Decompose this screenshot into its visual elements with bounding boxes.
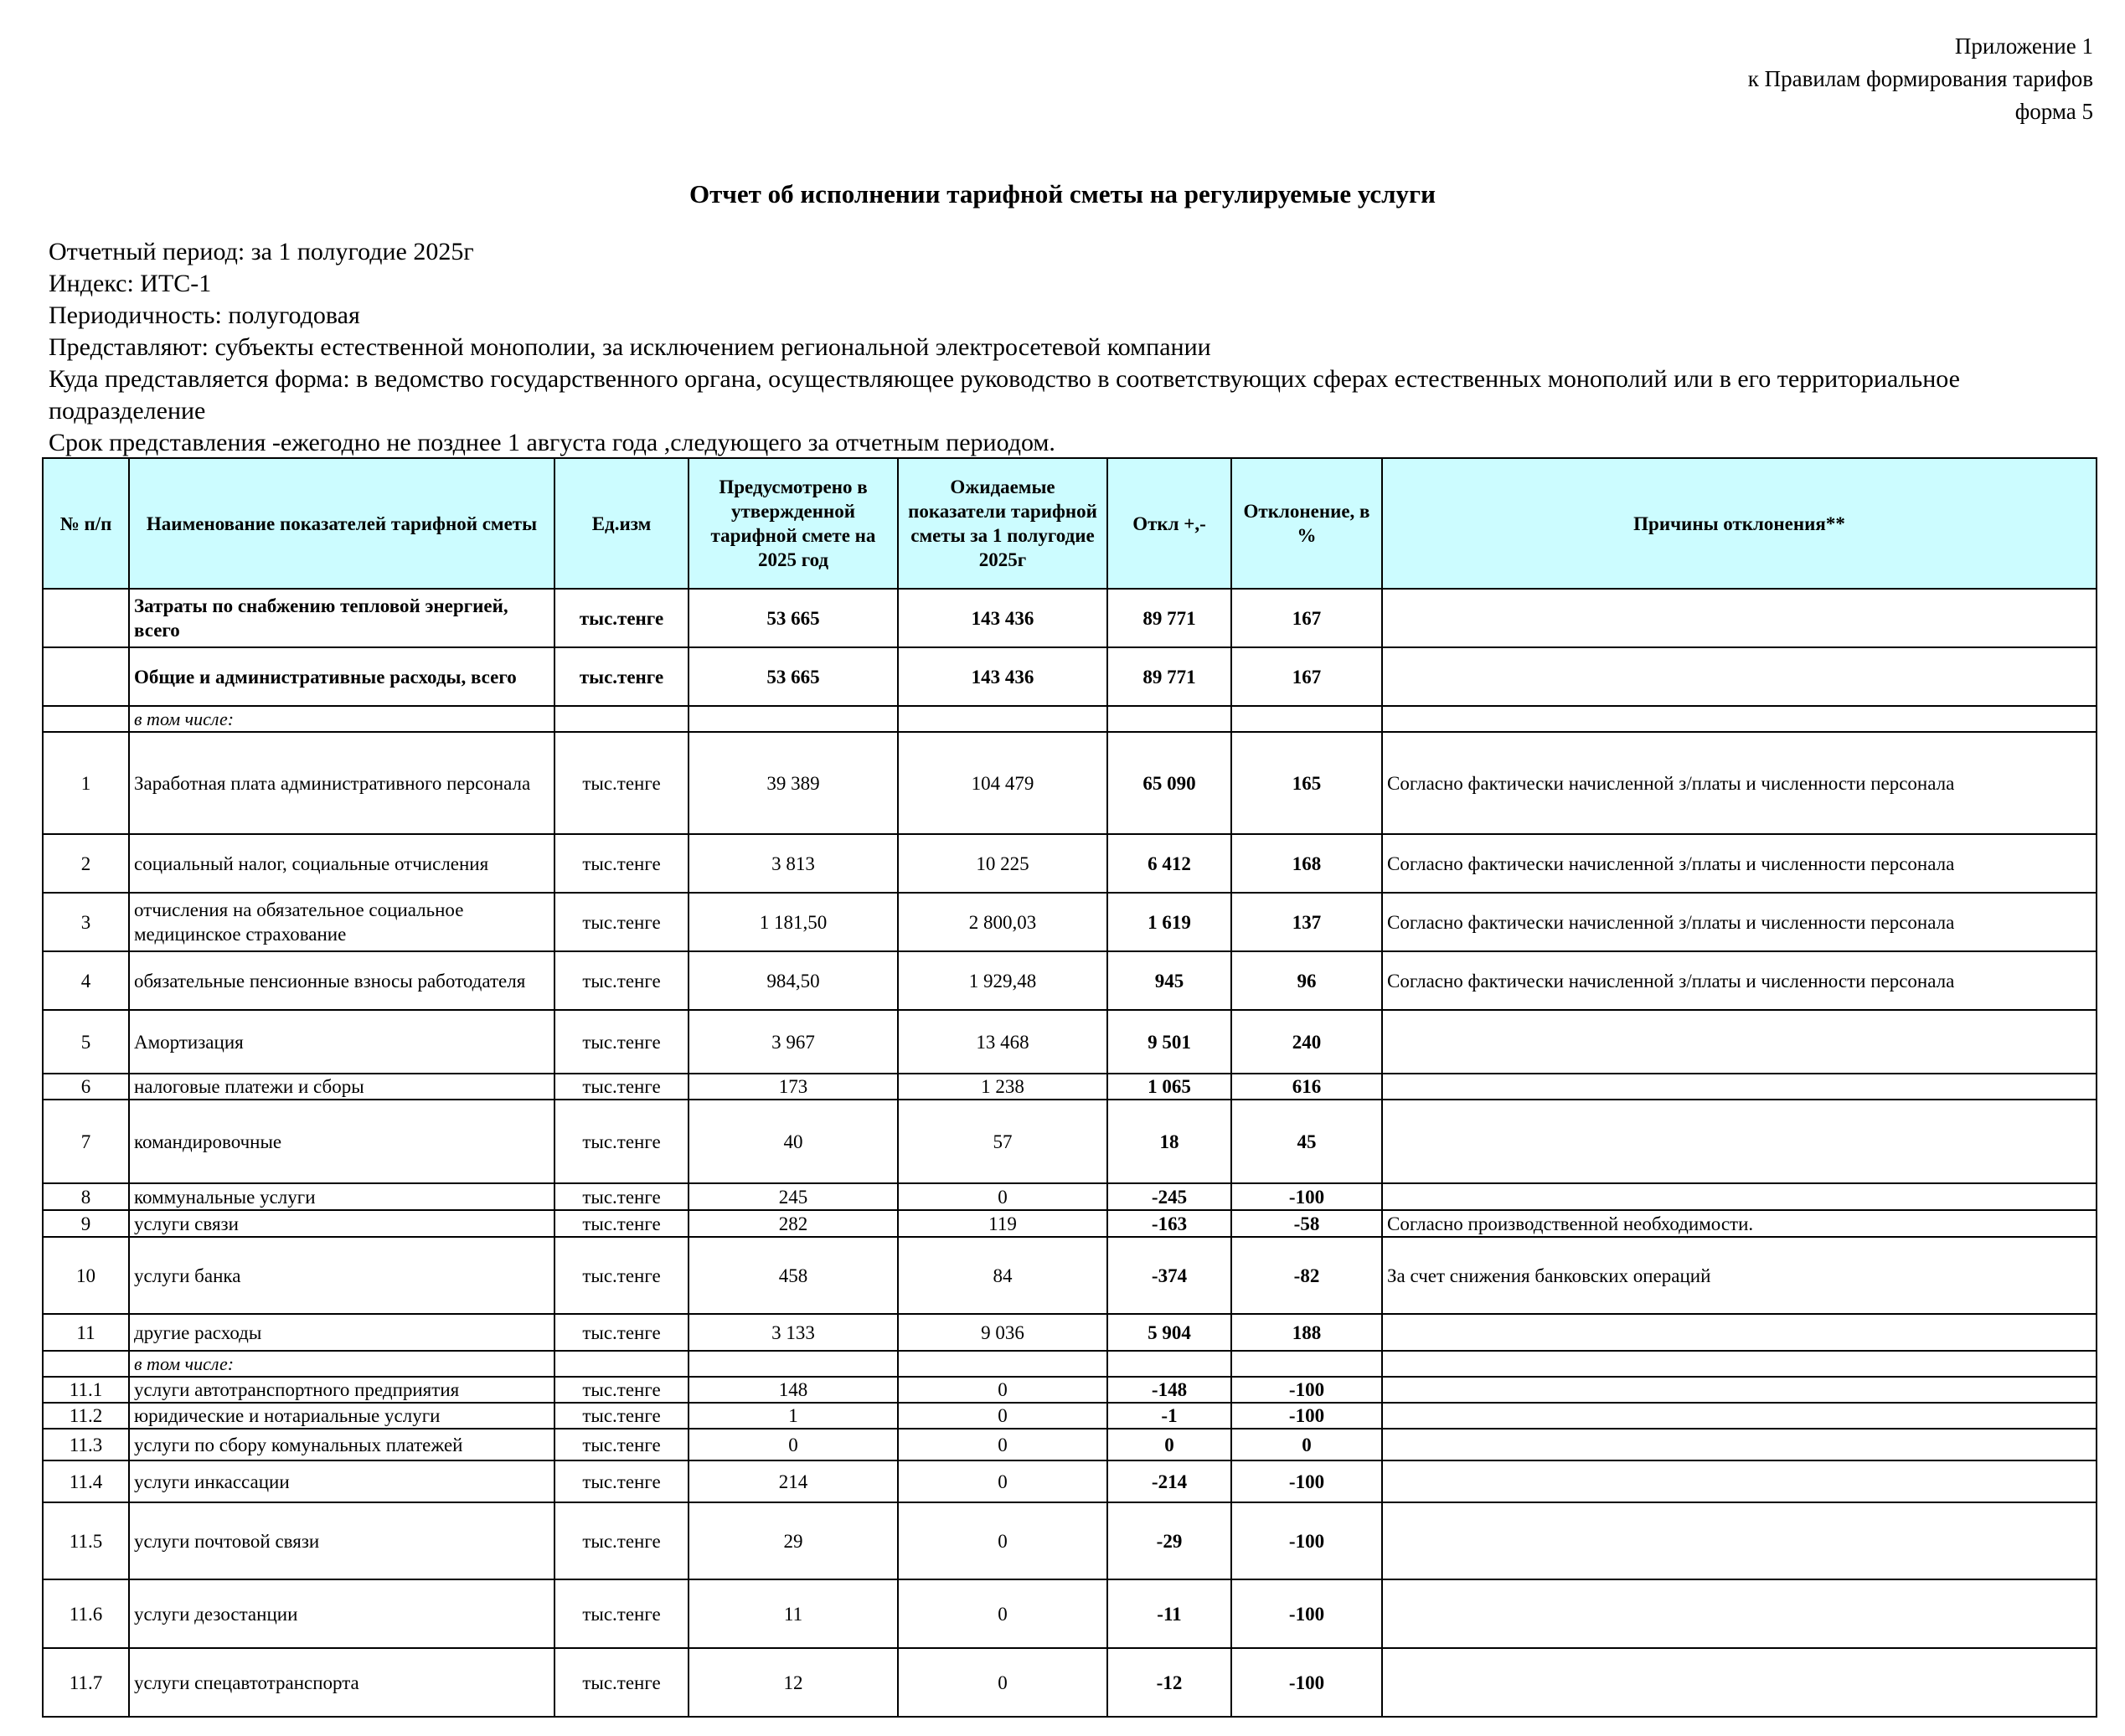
cell-plan: 11	[689, 1579, 898, 1648]
cell-deviation-percent: -100	[1231, 1183, 1382, 1210]
cell-reason	[1382, 1502, 2097, 1579]
cell-deviation-percent: -100	[1231, 1648, 1382, 1717]
cell-plan: 1 181,50	[689, 893, 898, 951]
cell-reason	[1382, 706, 2097, 732]
cell-deviation-percent: 137	[1231, 893, 1382, 951]
cell-unit: тыс.тенге	[554, 732, 689, 834]
cell-num	[43, 706, 129, 732]
cell-name: другие расходы	[129, 1314, 554, 1351]
cell-deviation: 9 501	[1107, 1010, 1231, 1074]
cell-deviation-percent: -58	[1231, 1210, 1382, 1237]
cell-unit: тыс.тенге	[554, 893, 689, 951]
cell-plan: 984,50	[689, 951, 898, 1010]
cell-reason	[1382, 1010, 2097, 1074]
cell-unit: тыс.тенге	[554, 834, 689, 893]
cell-num: 6	[43, 1074, 129, 1100]
cell-unit: тыс.тенге	[554, 589, 689, 647]
table-body	[43, 589, 2097, 1717]
cell-deviation: -11	[1107, 1579, 1231, 1648]
cell-name: в том числе:	[129, 1351, 554, 1377]
cell-actual: 0	[898, 1648, 1107, 1717]
cell-actual: 0	[898, 1579, 1107, 1648]
cell-num	[43, 647, 129, 706]
cell-actual	[898, 706, 1107, 732]
table-row	[43, 1502, 2097, 1579]
cell-plan: 12	[689, 1648, 898, 1717]
cell-deviation: 0	[1107, 1429, 1231, 1460]
cell-plan: 39 389	[689, 732, 898, 834]
cell-reason	[1382, 1429, 2097, 1460]
cell-deviation: -29	[1107, 1502, 1231, 1579]
cell-num: 11	[43, 1314, 129, 1351]
cell-actual: 10 225	[898, 834, 1107, 893]
meta-deadline: Срок представления -ежегодно не позднее 1 августа года ,следующего за отчетным периодом.	[49, 429, 1055, 456]
table-row	[43, 1210, 2097, 1237]
cell-name: услуги связи	[129, 1210, 554, 1237]
cell-num: 7	[43, 1100, 129, 1183]
cell-reason	[1382, 1460, 2097, 1502]
tariff-report-table	[42, 457, 2097, 1718]
cell-reason	[1382, 1351, 2097, 1377]
cell-actual: 0	[898, 1502, 1107, 1579]
cell-plan: 3 133	[689, 1314, 898, 1351]
cell-name: Общие и административные расходы, всего	[129, 647, 554, 706]
cell-deviation	[1107, 706, 1231, 732]
cell-name: юридические и нотариальные услуги	[129, 1403, 554, 1429]
cell-name: командировочные	[129, 1100, 554, 1183]
cell-deviation: 6 412	[1107, 834, 1231, 893]
cell-num: 11.7	[43, 1648, 129, 1717]
cell-unit: тыс.тенге	[554, 1100, 689, 1183]
table-row	[43, 1403, 2097, 1429]
cell-deviation-percent: 188	[1231, 1314, 1382, 1351]
cell-name: в том числе:	[129, 706, 554, 732]
cell-reason: Согласно фактически начисленной з/платы и численности персонала	[1382, 951, 2097, 1010]
header-deviation: Откл +,-	[1107, 458, 1231, 589]
table-row	[43, 1074, 2097, 1100]
cell-reason	[1382, 1183, 2097, 1210]
cell-deviation: -214	[1107, 1460, 1231, 1502]
table-row	[43, 1351, 2097, 1377]
cell-deviation: 945	[1107, 951, 1231, 1010]
cell-name: услуги дезостанции	[129, 1579, 554, 1648]
cell-plan: 1	[689, 1403, 898, 1429]
table-row	[43, 732, 2097, 834]
table-row	[43, 1579, 2097, 1648]
cell-num: 11.5	[43, 1502, 129, 1579]
cell-plan: 148	[689, 1377, 898, 1403]
cell-reason	[1382, 589, 2097, 647]
cell-plan: 214	[689, 1460, 898, 1502]
table-row	[43, 1648, 2097, 1717]
cell-deviation-percent: -100	[1231, 1460, 1382, 1502]
cell-plan: 53 665	[689, 647, 898, 706]
cell-reason	[1382, 1074, 2097, 1100]
cell-plan: 3 813	[689, 834, 898, 893]
cell-name: услуги по сбору комунальных платежей	[129, 1429, 554, 1460]
cell-reason	[1382, 1403, 2097, 1429]
cell-unit: тыс.тенге	[554, 1460, 689, 1502]
cell-actual: 0	[898, 1377, 1107, 1403]
form-number: форма 5	[2014, 99, 2093, 124]
header-unit: Ед.изм	[554, 458, 689, 589]
cell-plan: 245	[689, 1183, 898, 1210]
table-row	[43, 1183, 2097, 1210]
table-row	[43, 1314, 2097, 1351]
cell-deviation: -1	[1107, 1403, 1231, 1429]
cell-reason	[1382, 1579, 2097, 1648]
appendix-line: Приложение 1	[1954, 33, 2093, 59]
cell-plan	[689, 1351, 898, 1377]
cell-reason	[1382, 1648, 2097, 1717]
cell-deviation-percent: 168	[1231, 834, 1382, 893]
cell-plan: 53 665	[689, 589, 898, 647]
cell-unit: тыс.тенге	[554, 1579, 689, 1648]
cell-reason: Согласно производственной необходимости.	[1382, 1210, 2097, 1237]
cell-name: услуги банка	[129, 1237, 554, 1314]
cell-reason	[1382, 1377, 2097, 1403]
table-row	[43, 951, 2097, 1010]
cell-actual: 0	[898, 1429, 1107, 1460]
cell-deviation: 89 771	[1107, 589, 1231, 647]
cell-reason	[1382, 1100, 2097, 1183]
table-row	[43, 1460, 2097, 1502]
cell-unit: тыс.тенге	[554, 1502, 689, 1579]
cell-num: 8	[43, 1183, 129, 1210]
cell-name: обязательные пенсионные взносы работодателя	[129, 951, 554, 1010]
cell-num	[43, 589, 129, 647]
cell-num: 3	[43, 893, 129, 951]
cell-reason: За счет снижения банковских операций	[1382, 1237, 2097, 1314]
cell-deviation-percent: 0	[1231, 1429, 1382, 1460]
cell-num: 2	[43, 834, 129, 893]
table-row	[43, 647, 2097, 706]
cell-deviation-percent: 240	[1231, 1010, 1382, 1074]
table-row	[43, 1100, 2097, 1183]
cell-actual: 2 800,03	[898, 893, 1107, 951]
cell-name: отчисления на обязательное социальное медицинское страхование	[129, 893, 554, 951]
cell-deviation: 18	[1107, 1100, 1231, 1183]
cell-name: Амортизация	[129, 1010, 554, 1074]
cell-plan: 173	[689, 1074, 898, 1100]
cell-name: услуги инкассации	[129, 1460, 554, 1502]
cell-deviation-percent: 616	[1231, 1074, 1382, 1100]
cell-unit: тыс.тенге	[554, 1377, 689, 1403]
cell-actual: 9 036	[898, 1314, 1107, 1351]
cell-deviation: 5 904	[1107, 1314, 1231, 1351]
header-name: Наименование показателей тарифной сметы	[129, 458, 554, 589]
cell-reason: Согласно фактически начисленной з/платы и численности персонала	[1382, 893, 2097, 951]
header-num: № п/п	[43, 458, 129, 589]
cell-deviation: -163	[1107, 1210, 1231, 1237]
cell-num: 5	[43, 1010, 129, 1074]
cell-plan: 458	[689, 1237, 898, 1314]
cell-plan: 29	[689, 1502, 898, 1579]
cell-num: 11.2	[43, 1403, 129, 1429]
cell-deviation: 65 090	[1107, 732, 1231, 834]
cell-plan: 3 967	[689, 1010, 898, 1074]
report-title: Отчет об исполнении тарифной сметы на регулируемые услуги	[689, 179, 1436, 209]
cell-actual: 1 238	[898, 1074, 1107, 1100]
meta-destination: Куда представляется форма: в ведомство государственного органа, осуществляющее руководство в соответствующих сферах естественных монополий или в его территориальное подразделение	[49, 365, 1960, 425]
cell-unit: тыс.тенге	[554, 647, 689, 706]
cell-num: 9	[43, 1210, 129, 1237]
cell-deviation-percent: 96	[1231, 951, 1382, 1010]
cell-deviation-percent: 165	[1231, 732, 1382, 834]
cell-name: коммунальные услуги	[129, 1183, 554, 1210]
cell-actual	[898, 1351, 1107, 1377]
table-row	[43, 1010, 2097, 1074]
table-row	[43, 1237, 2097, 1314]
cell-actual: 104 479	[898, 732, 1107, 834]
cell-plan	[689, 706, 898, 732]
cell-actual: 119	[898, 1210, 1107, 1237]
cell-deviation	[1107, 1351, 1231, 1377]
header-actual: Ожидаемые показатели тарифной сметы за 1 полугодие 2025г	[898, 458, 1107, 589]
table-row	[43, 1377, 2097, 1403]
cell-unit: тыс.тенге	[554, 1648, 689, 1717]
cell-deviation: 1 619	[1107, 893, 1231, 951]
cell-name: социальный налог, социальные отчисления	[129, 834, 554, 893]
cell-reason	[1382, 1314, 2097, 1351]
table-row	[43, 1429, 2097, 1460]
meta-frequency: Периодичность: полугодовая	[49, 301, 360, 329]
cell-plan: 282	[689, 1210, 898, 1237]
cell-actual: 1 929,48	[898, 951, 1107, 1010]
cell-unit: тыс.тенге	[554, 1314, 689, 1351]
cell-num	[43, 1351, 129, 1377]
meta-submitters: Представляют: субъекты естественной монополии, за исключением региональной электросетевой компании	[49, 333, 1211, 361]
cell-unit: тыс.тенге	[554, 1210, 689, 1237]
cell-unit: тыс.тенге	[554, 1237, 689, 1314]
cell-name: Заработная плата административного персонала	[129, 732, 554, 834]
header-plan: Предусмотрено в утвержденной тарифной смете на 2025 год	[689, 458, 898, 589]
cell-actual: 84	[898, 1237, 1107, 1314]
table-row	[43, 589, 2097, 647]
cell-name: услуги автотранспортного предприятия	[129, 1377, 554, 1403]
cell-name: услуги спецавтотранспорта	[129, 1648, 554, 1717]
cell-unit	[554, 706, 689, 732]
cell-unit: тыс.тенге	[554, 1183, 689, 1210]
cell-plan: 40	[689, 1100, 898, 1183]
cell-deviation: -374	[1107, 1237, 1231, 1314]
cell-reason: Согласно фактически начисленной з/платы и численности персонала	[1382, 834, 2097, 893]
table-row	[43, 834, 2097, 893]
cell-unit: тыс.тенге	[554, 951, 689, 1010]
cell-num: 11.4	[43, 1460, 129, 1502]
cell-name: услуги почтовой связи	[129, 1502, 554, 1579]
cell-plan: 0	[689, 1429, 898, 1460]
cell-num: 10	[43, 1237, 129, 1314]
cell-deviation-percent: 167	[1231, 647, 1382, 706]
cell-name: налоговые платежи и сборы	[129, 1074, 554, 1100]
cell-num: 1	[43, 732, 129, 834]
cell-unit: тыс.тенге	[554, 1074, 689, 1100]
cell-unit: тыс.тенге	[554, 1403, 689, 1429]
header-deviation-percent: Отклонение, в %	[1231, 458, 1382, 589]
meta-index: Индекс: ИТС-1	[49, 270, 212, 297]
cell-actual: 13 468	[898, 1010, 1107, 1074]
cell-actual: 0	[898, 1183, 1107, 1210]
cell-actual: 143 436	[898, 647, 1107, 706]
header-reason: Причины отклонения**	[1382, 458, 2097, 589]
table-row	[43, 706, 2097, 732]
cell-deviation-percent: 167	[1231, 589, 1382, 647]
cell-reason: Согласно фактически начисленной з/платы и численности персонала	[1382, 732, 2097, 834]
cell-deviation: 89 771	[1107, 647, 1231, 706]
cell-num: 11.1	[43, 1377, 129, 1403]
cell-deviation-percent: -100	[1231, 1377, 1382, 1403]
cell-num: 4	[43, 951, 129, 1010]
cell-actual: 0	[898, 1460, 1107, 1502]
table-header-row	[43, 458, 2097, 589]
cell-unit: тыс.тенге	[554, 1010, 689, 1074]
table-row	[43, 893, 2097, 951]
cell-deviation: -148	[1107, 1377, 1231, 1403]
cell-deviation-percent	[1231, 1351, 1382, 1377]
report-meta	[49, 236, 2092, 459]
cell-deviation: 1 065	[1107, 1074, 1231, 1100]
cell-deviation-percent: -82	[1231, 1237, 1382, 1314]
cell-name: Затраты по снабжению тепловой энергией, всего	[129, 589, 554, 647]
cell-actual: 0	[898, 1403, 1107, 1429]
cell-deviation: -12	[1107, 1648, 1231, 1717]
meta-period: Отчетный период: за 1 полугодие 2025г	[49, 238, 474, 265]
cell-actual: 57	[898, 1100, 1107, 1183]
cell-actual: 143 436	[898, 589, 1107, 647]
cell-deviation-percent: -100	[1231, 1403, 1382, 1429]
cell-deviation-percent: 45	[1231, 1100, 1382, 1183]
cell-unit	[554, 1351, 689, 1377]
cell-num: 11.6	[43, 1579, 129, 1648]
cell-reason	[1382, 647, 2097, 706]
appendix-line: к Правилам формирования тарифов	[1747, 66, 2093, 91]
cell-deviation-percent: -100	[1231, 1502, 1382, 1579]
cell-deviation-percent	[1231, 706, 1382, 732]
cell-unit: тыс.тенге	[554, 1429, 689, 1460]
cell-deviation: -245	[1107, 1183, 1231, 1210]
cell-num: 11.3	[43, 1429, 129, 1460]
appendix-note	[1339, 30, 2093, 128]
cell-deviation-percent: -100	[1231, 1579, 1382, 1648]
